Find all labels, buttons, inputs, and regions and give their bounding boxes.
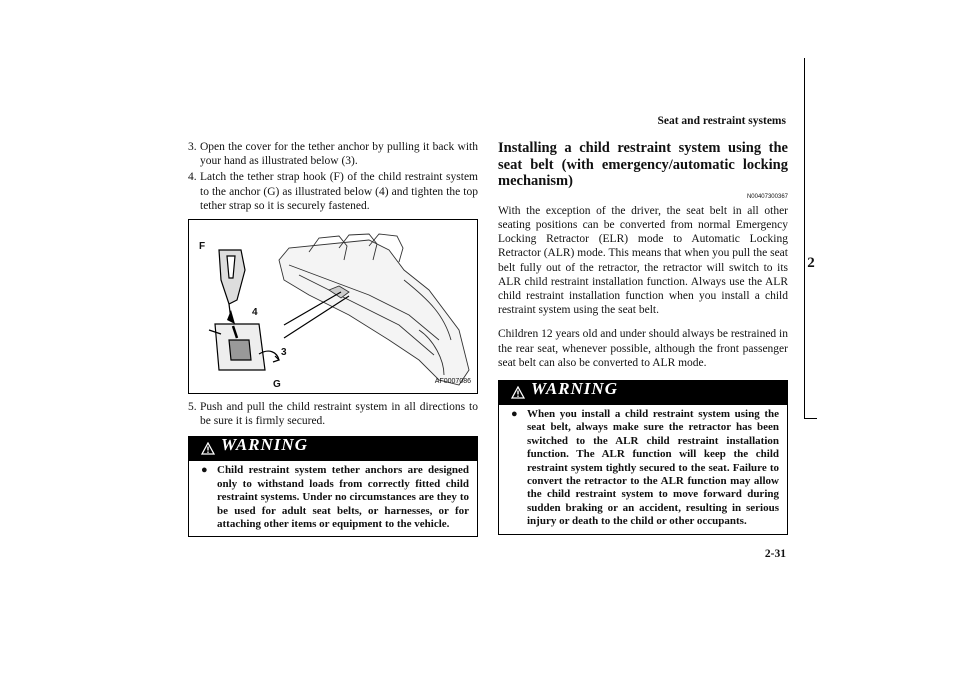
section-code: N00407300367	[746, 193, 788, 200]
warning-title: WARNING	[221, 435, 308, 455]
step-number: 3.	[188, 141, 197, 153]
section-title: Seat and restraint systems	[657, 115, 786, 127]
warning-text: Child restraint system tether anchors are designed only to withstand loads from correctly fitted child restraint systems. Under no circumstances are they to be used for adult seat belts, or harnesses, or for attaching other items or equipment to the vehicle.	[217, 464, 469, 531]
step-4	[188, 170, 478, 213]
step-text: Push and pull the child restraint system in all directions to be sure it is firmly secured.	[200, 401, 478, 428]
step-number: 5.	[188, 401, 197, 414]
label-3: 3	[281, 347, 287, 359]
warning-body	[499, 405, 787, 534]
page-number: 2-31	[764, 548, 786, 560]
figure-code: AF0007086	[434, 377, 471, 385]
label-g: G	[273, 379, 281, 391]
label-4: 4	[252, 307, 258, 319]
warning-title: WARNING	[531, 378, 618, 398]
step-number: 4.	[188, 171, 197, 184]
warning-triangle-icon	[511, 386, 525, 399]
right-column	[498, 140, 788, 535]
bullet-icon: ●	[511, 407, 518, 420]
step-5	[188, 400, 478, 428]
warning-header	[189, 437, 477, 461]
left-column	[188, 140, 478, 537]
step-text: Open the cover for the tether anchor by pulling it back with your hand as illustrated below (3).	[200, 141, 478, 168]
step-3	[188, 140, 478, 168]
paragraph-1: With the exception of the driver, the seat belt in all other seating positions can be converted from normal Emergency Locking Retractor (ELR) mode to Automatic Locking Retractor (ALR) mode. This means that when you pull the seat belt fully out of the retractor, the retractor will switch to its ALR child restraint installation function. Always use the ALR child restraint installation function when you install a child restraint system using the seat belt.	[498, 204, 788, 317]
warning-text: When you install a child restraint system using the seat belt, always make sure the retractor has been switched to the ALR child restraint installation function. The ALR function will keep the child restraint system tightly secured to the seat. Failure to convert the retractor to the ALR function may allow the child restraint system to move forward during sudden braking or an accident, resulting in serious injury or death to the child or other occupants.	[527, 407, 779, 528]
warning-header	[499, 378, 787, 405]
seat-tether-drawing	[189, 220, 477, 393]
section-heading: Installing a child restraint system using the seat belt (with emergency/automatic locking mechanism)	[498, 140, 788, 189]
warning-box-tether	[188, 436, 478, 537]
bullet-icon: ●	[201, 464, 208, 477]
paragraph-2: Children 12 years old and under should always be restrained in the rear seat, whenever possible, although the front passenger seat belt can also be converted to ALR mode.	[498, 328, 788, 369]
step-text: Latch the tether strap hook (F) of the child restraint system to the anchor (G) as illustrated below (4) and tighten the top tether strap so it is securely fastened.	[200, 171, 478, 212]
warning-body	[189, 461, 477, 536]
tether-anchor-illustration	[188, 219, 478, 394]
warning-box-alr	[498, 380, 788, 535]
warning-triangle-icon	[201, 442, 215, 455]
label-f: F	[199, 241, 206, 253]
chapter-tab-line-foot	[804, 418, 817, 419]
chapter-tab-line	[804, 58, 805, 418]
chapter-number: 2	[807, 255, 815, 271]
